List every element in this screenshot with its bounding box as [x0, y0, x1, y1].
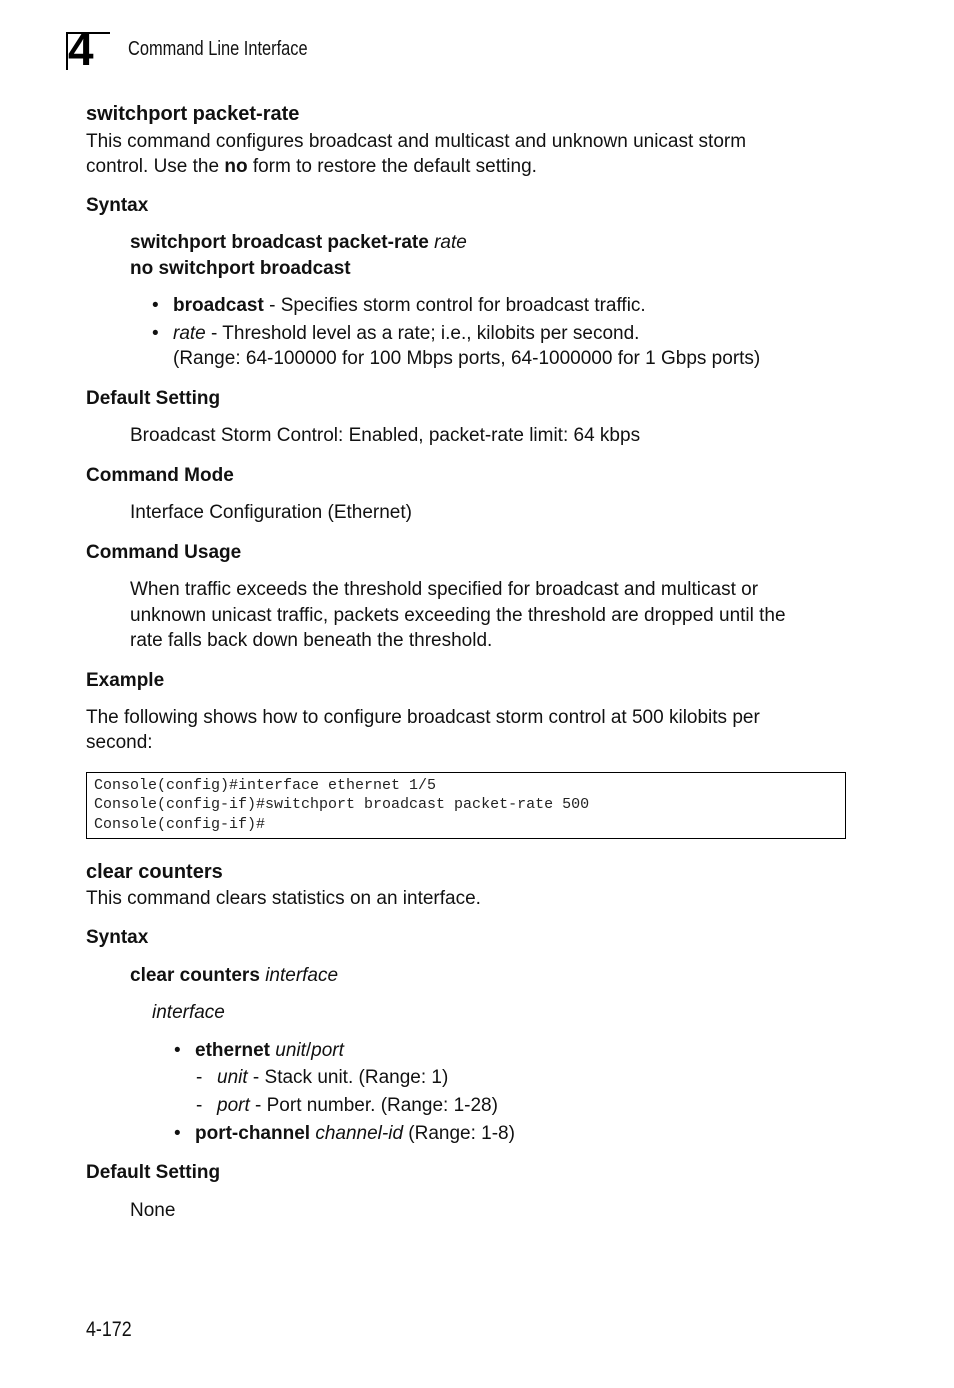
param-name: rate — [173, 323, 206, 344]
option-port: port — [311, 1040, 344, 1061]
param-rate — [173, 323, 639, 345]
default-setting-heading: Default Setting — [86, 1162, 221, 1183]
sub-option-name: port — [217, 1095, 250, 1116]
syntax-command: switchport broadcast packet-rate — [130, 232, 429, 253]
syntax-param: rate — [434, 232, 467, 253]
syntax-param: interface — [265, 965, 339, 986]
syntax-heading: Syntax — [86, 195, 149, 216]
command-mode-heading: Command Mode — [86, 465, 234, 486]
sub-option-port — [217, 1095, 498, 1117]
command-title-clear-counters: clear counters — [86, 861, 223, 883]
dash: - — [196, 1067, 203, 1088]
sub-option-name: unit — [217, 1067, 248, 1088]
example-line-1: The following shows how to configure broadcast storm control at 500 kilobits per — [86, 707, 760, 728]
intro-text: form to restore the default setting. — [247, 156, 537, 177]
syntax-command: clear counters — [130, 965, 260, 986]
code-example-box — [86, 772, 846, 839]
no-keyword: no — [224, 156, 248, 177]
interface-param-label: interface — [152, 1002, 225, 1023]
param-broadcast — [173, 295, 646, 317]
option-channel-id: channel-id — [315, 1123, 404, 1144]
code-line: Console(config-if)# — [94, 816, 266, 833]
option-slash: / — [305, 1040, 312, 1061]
page-number: 4-172 — [86, 1318, 132, 1341]
intro-line-2 — [86, 154, 537, 179]
command-mode-text: Interface Configuration (Ethernet) — [130, 502, 412, 523]
syntax-line-2: no switchport broadcast — [130, 258, 351, 279]
sub-option-desc: - Port number. (Range: 1-28) — [249, 1095, 498, 1116]
default-setting-heading: Default Setting — [86, 388, 221, 409]
syntax-line-1 — [130, 232, 467, 254]
bullet: • — [152, 323, 159, 344]
param-rate-range: (Range: 64-100000 for 100 Mbps ports, 64-1000000 for 1 Gbps ports) — [173, 348, 761, 369]
syntax-heading: Syntax — [86, 927, 149, 948]
usage-line-3: rate falls back down beneath the threshold. — [130, 630, 493, 651]
command-title-switchport-packet-rate: switchport packet-rate — [86, 103, 300, 125]
running-title: Command Line Interface — [128, 38, 308, 60]
option-ethernet — [195, 1040, 344, 1062]
option-keyword: port-channel — [195, 1123, 311, 1144]
code-line: Console(config)#interface ethernet 1/5 — [94, 777, 437, 794]
option-unit: unit — [275, 1040, 306, 1061]
intro-line-1: This command configures broadcast and multicast and unknown unicast storm — [86, 131, 747, 152]
sub-option-desc: - Stack unit. (Range: 1) — [247, 1067, 449, 1088]
option-keyword: ethernet — [195, 1040, 270, 1061]
param-desc: - Specifies storm control for broadcast traffic. — [263, 295, 646, 316]
code-line: Console(config-if)#switchport broadcast packet-rate 500 — [94, 796, 590, 813]
example-heading: Example — [86, 670, 165, 691]
intro-text: control. Use the — [86, 156, 225, 177]
bullet: • — [174, 1123, 181, 1144]
bullet: • — [152, 295, 159, 316]
param-name: broadcast — [173, 295, 264, 316]
chapter-number: 4 — [68, 23, 93, 75]
command-usage-heading: Command Usage — [86, 542, 242, 563]
dash: - — [196, 1095, 203, 1116]
clear-counters-syntax — [130, 965, 338, 987]
option-port-channel — [195, 1123, 515, 1145]
example-line-2: second: — [86, 732, 153, 753]
usage-line-2: unknown unicast traffic, packets exceeding the threshold are dropped until the — [130, 605, 786, 626]
default-setting-text: None — [130, 1200, 176, 1221]
option-desc: (Range: 1-8) — [403, 1123, 515, 1144]
clear-counters-intro: This command clears statistics on an interface. — [86, 888, 481, 909]
bullet: • — [174, 1040, 181, 1061]
usage-line-1: When traffic exceeds the threshold specified for broadcast and multicast or — [130, 579, 759, 600]
sub-option-unit — [217, 1067, 448, 1089]
default-setting-text: Broadcast Storm Control: Enabled, packet-rate limit: 64 kbps — [130, 425, 641, 446]
param-desc: - Threshold level as a rate; i.e., kilobits per second. — [205, 323, 640, 344]
